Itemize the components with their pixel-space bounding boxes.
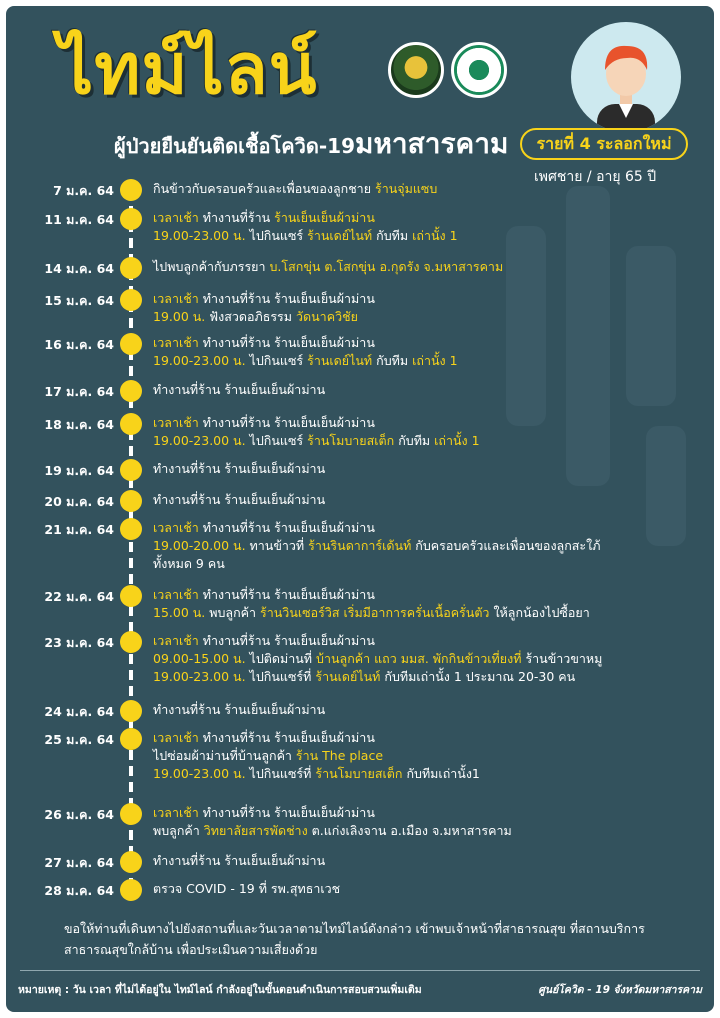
timeline-detail-line (153, 604, 705, 622)
detail-text: ทำงานที่ร้าน ร้านเย็นเย็นผ้าม่าน (202, 335, 375, 350)
timeline-dot (120, 289, 142, 311)
highlighted-text: ร้านเดย์ไนท์ (315, 669, 385, 684)
detail-text: ทานข้าวที่ (249, 538, 309, 553)
highlighted-text: เถ่านั้ง 1 (434, 433, 480, 448)
detail-text: ทำงานที่ร้าน ร้านเย็นเย็นผ้าม่าน (153, 702, 326, 717)
detail-text: กับทีมเถ่านั้ง1 (406, 766, 480, 781)
detail-text: ทำงานที่ร้าน ร้านเย็นเย็นผ้าม่าน (153, 382, 326, 397)
timeline-dot (120, 851, 142, 873)
detail-text: กินข้าวกับครอบครัวและเพื่อนของลูกชาย (153, 181, 375, 196)
highlighted-text: ร้านรินดาการ์เด้นท์ (308, 538, 416, 553)
timeline-details (153, 880, 705, 898)
highlighted-text: 19.00-23.00 น. (153, 766, 250, 781)
highlighted-text: ร้านเดย์ไนท์ (307, 228, 377, 243)
timeline-date: 27 ม.ค. 64 (44, 855, 114, 870)
timeline-date: 15 ม.ค. 64 (44, 293, 114, 308)
patient-case-badge: รายที่ 4 ระลอกใหม่ (520, 128, 688, 160)
highlighted-text: ร้านเย็นเย็นผ้าม่าน (274, 210, 375, 225)
detail-text: ไปติดม่านที่ (249, 651, 317, 666)
timeline-dot (120, 413, 142, 435)
person-icon (571, 22, 681, 132)
timeline-dot (120, 518, 142, 540)
timeline-detail-line (153, 381, 705, 399)
timeline-date: 23 ม.ค. 64 (44, 635, 114, 650)
timeline-details (153, 804, 705, 840)
detail-text: ไปกินแซร์ (249, 353, 308, 368)
timeline-dot (120, 208, 142, 230)
timeline-detail-line (153, 460, 705, 478)
highlighted-text: เวลาเช้า (153, 520, 203, 535)
timeline-date: 14 ม.ค. 64 (44, 261, 114, 276)
highlighted-text: 19.00-20.00 น. (153, 538, 250, 553)
highlighted-text: ร้านเดย์ไนท์ (307, 353, 377, 368)
province-name: มหาสารคาม (355, 127, 509, 160)
detail-text: ให้ลูกน้องไปซื้อยา (493, 605, 590, 620)
timeline-date: 24 ม.ค. 64 (44, 704, 114, 719)
highlighted-text: 15.00 น. (153, 605, 210, 620)
detail-text: ทำงานที่ร้าน ร้านเย็นเย็นผ้าม่าน (153, 492, 326, 507)
timeline-dot (120, 700, 142, 722)
highlighted-text: 19.00-23.00 น. (153, 353, 250, 368)
timeline-dot (120, 257, 142, 279)
highlighted-text: ร้านวินเซอร์วิส เริ่มมีอาการครั่นเนื้อครั่นตัว (260, 605, 494, 620)
highlighted-text: ร้านโมบายสเต็ก (315, 766, 407, 781)
advisory-notice (64, 918, 674, 960)
timeline-details (153, 586, 705, 622)
timeline-dot (120, 459, 142, 481)
detail-text: ทำงานที่ร้าน ร้านเย็นเย็นผ้าม่าน (202, 587, 375, 602)
timeline-detail-line (153, 804, 705, 822)
timeline-details (153, 852, 705, 870)
detail-text: ทำงานที่ร้าน ร้านเย็นเย็นผ้าม่าน (202, 633, 375, 648)
timeline-detail-line (153, 414, 705, 432)
timeline-dot (120, 179, 142, 201)
highlighted-text: เวลาเช้า (153, 415, 203, 430)
timeline-detail-line (153, 209, 705, 227)
timeline-details (153, 209, 705, 245)
detail-text: ทำงานที่ร้าน ร้านเย็นเย็นผ้าม่าน (202, 730, 375, 745)
timeline-detail-line (153, 537, 705, 555)
patient-avatar (571, 22, 681, 132)
detail-text: ไปกินแซร์ (249, 433, 308, 448)
footer-source: ศูนย์โควิด - 19 จังหวัดมหาสารคาม (538, 984, 702, 996)
timeline-date: 16 ม.ค. 64 (44, 337, 114, 352)
timeline-dot (120, 728, 142, 750)
highlighted-text: เวลาเช้า (153, 210, 203, 225)
timeline-detail-line (153, 555, 705, 573)
detail-text: ไปกินแซร์ที่ (249, 766, 316, 781)
detail-text: ไปซ่อมผ้าม่านที่บ้านลูกค้า (153, 748, 296, 763)
detail-text: ทำงานที่ร้าน ร้านเย็นเย็นผ้าม่าน (153, 853, 326, 868)
timeline-detail-line (153, 308, 705, 326)
page-title: ไทม์ไลน์ (58, 28, 318, 110)
timeline-details (153, 491, 705, 509)
detail-text: ทำงานที่ร้าน ร้านเย็นเย็นผ้าม่าน (202, 291, 375, 306)
subtitle-text: ผู้ป่วยยืนยันติดเชื้อโควิด-19 (114, 134, 356, 158)
detail-text: ทำงานที่ร้าน ร้านเย็นเย็นผ้าม่าน (202, 805, 375, 820)
detail-text: ทั้งหมด 9 คน (153, 556, 225, 571)
timeline-detail-line (153, 880, 705, 898)
page-subtitle (114, 122, 508, 166)
advisory-line: ขอให้ท่านที่เดินทางไปยังสถานที่และวันเวลาตามไทม์ไลน์ดังกล่าว เข้าพบเจ้าหน้าที่สาธารณสุข ที่สถานบริการ (64, 921, 645, 936)
detail-text: กับครอบครัวและเพื่อนของลูกสะใภ้ (415, 538, 601, 553)
highlighted-text: ร้านโมบายสเต็ก (307, 433, 399, 448)
advisory-line: สาธารณสุขใกล้บ้าน เพื่อประเมินความเสี่ยงด้วย (64, 942, 318, 957)
highlighted-text: เถ่านั้ง 1 (412, 228, 458, 243)
detail-text: ไปกินแซร์ (249, 228, 308, 243)
timeline-date: 11 ม.ค. 64 (44, 212, 114, 227)
timeline-dot (120, 490, 142, 512)
timeline-date: 7 ม.ค. 64 (53, 183, 114, 198)
timeline-detail-line (153, 650, 705, 668)
timeline-detail-line (153, 632, 705, 650)
timeline-details (153, 460, 705, 478)
timeline-detail-line (153, 334, 705, 352)
footer-divider (20, 970, 700, 971)
timeline-dot (120, 585, 142, 607)
timeline-date: 22 ม.ค. 64 (44, 589, 114, 604)
timeline-poster (6, 6, 714, 1012)
timeline-date: 25 ม.ค. 64 (44, 732, 114, 747)
highlighted-text: เวลาเช้า (153, 805, 203, 820)
highlighted-text: เวลาเช้า (153, 587, 203, 602)
timeline-date: 18 ม.ค. 64 (44, 417, 114, 432)
highlighted-text: 19.00-23.00 น. (153, 433, 250, 448)
highlighted-text: 09.00-15.00 น. (153, 651, 250, 666)
timeline-detail-line (153, 180, 705, 198)
highlighted-text: เวลาเช้า (153, 291, 203, 306)
highlighted-text: วัดนาควิชัย (296, 309, 358, 324)
timeline-detail-line (153, 258, 705, 276)
timeline-detail-line (153, 519, 705, 537)
timeline-details (153, 414, 705, 450)
detail-text: ทำงานที่ร้าน ร้านเย็นเย็นผ้าม่าน (202, 520, 375, 535)
highlighted-text: บ.โสกขุ่น ต.โสกขุ่น อ.กุดรัง จ.มหาสารคาม (269, 259, 504, 274)
timeline-dot (120, 879, 142, 901)
timeline-details (153, 381, 705, 399)
timeline-details (153, 729, 705, 783)
ministry-of-public-health-logo (451, 42, 507, 98)
timeline-dot (120, 803, 142, 825)
highlighted-text: บ้านลูกค้า แถว มมส. พักกินข้าวเที่ยงที่ (316, 651, 526, 666)
timeline-dot (120, 333, 142, 355)
timeline-detail-line (153, 491, 705, 509)
detail-text: ทำงานที่ร้าน (202, 210, 275, 225)
detail-text: กับทีม (398, 433, 435, 448)
timeline-dot (120, 631, 142, 653)
timeline-detail-line (153, 729, 705, 747)
highlighted-text: เถ่านั้ง 1 (412, 353, 458, 368)
highlighted-text: 19.00-23.00 น. (153, 669, 250, 684)
highlighted-text: วิทยาลัยสารพัดช่าง (203, 823, 312, 838)
detail-text: กับทีมเถ่านั้ง 1 ประมาณ 20-30 คน (384, 669, 576, 684)
detail-text: ไปกินแซร์ที่ (249, 669, 316, 684)
timeline-date: 26 ม.ค. 64 (44, 807, 114, 822)
highlighted-text: ร้านจุ่มแซบ (375, 181, 438, 196)
detail-text: ทำงานที่ร้าน ร้านเย็นเย็นผ้าม่าน (202, 415, 375, 430)
timeline-details (153, 334, 705, 370)
highlighted-text: 19.00 น. (153, 309, 210, 324)
detail-text: กับทีม (376, 353, 413, 368)
timeline-detail-line (153, 227, 705, 245)
timeline-dot (120, 380, 142, 402)
timeline-details (153, 290, 705, 326)
detail-text: ฟังสวดอภิธรรม (209, 309, 296, 324)
timeline-detail-line (153, 852, 705, 870)
highlighted-text: เวลาเช้า (153, 633, 203, 648)
highlighted-text: เวลาเช้า (153, 730, 203, 745)
detail-text: ต.แก่งเลิงจาน อ.เมือง จ.มหาสารคาม (311, 823, 512, 838)
detail-text: พบลูกค้า (209, 605, 261, 620)
detail-text: ร้านข้าวขาหมู (525, 651, 603, 666)
timeline-detail-line (153, 822, 705, 840)
timeline-details (153, 701, 705, 719)
detail-text: กับทีม (376, 228, 413, 243)
highlighted-text: เวลาเช้า (153, 335, 203, 350)
timeline-date: 17 ม.ค. 64 (44, 384, 114, 399)
detail-text: ตรวจ COVID - 19 ที่ รพ.สุทธาเวช (153, 881, 341, 896)
timeline-details (153, 180, 705, 198)
timeline-date: 21 ม.ค. 64 (44, 522, 114, 537)
province-seal-logo (388, 42, 444, 98)
timeline-detail-line (153, 765, 705, 783)
detail-text: ทำงานที่ร้าน ร้านเย็นเย็นผ้าม่าน (153, 461, 326, 476)
timeline-detail-line (153, 432, 705, 450)
timeline-detail-line (153, 701, 705, 719)
timeline-details (153, 632, 705, 686)
highlighted-text: 19.00-23.00 น. (153, 228, 250, 243)
timeline-date: 28 ม.ค. 64 (44, 883, 114, 898)
timeline-detail-line (153, 747, 705, 765)
timeline-detail-line (153, 352, 705, 370)
highlighted-text: ร้าน The place (295, 748, 384, 763)
timeline-detail-line (153, 290, 705, 308)
timeline-details (153, 519, 705, 573)
patient-demographics: เพศชาย / อายุ 65 ปี (534, 169, 657, 185)
timeline-details (153, 258, 705, 276)
timeline-detail-line (153, 586, 705, 604)
detail-text: พบลูกค้า (153, 823, 204, 838)
detail-text: ไปพบลูกค้ากับภรรยา (153, 259, 270, 274)
footer-note: หมายเหตุ : วัน เวลา ที่ไม่ได้อยู่ใน ไทม์ไลน์ กำลังอยู่ในขั้นตอนดำเนินการสอบสวนเพิ่มเติม (18, 984, 422, 996)
timeline-detail-line (153, 668, 705, 686)
timeline-date: 19 ม.ค. 64 (44, 463, 114, 478)
timeline-date: 20 ม.ค. 64 (44, 494, 114, 509)
